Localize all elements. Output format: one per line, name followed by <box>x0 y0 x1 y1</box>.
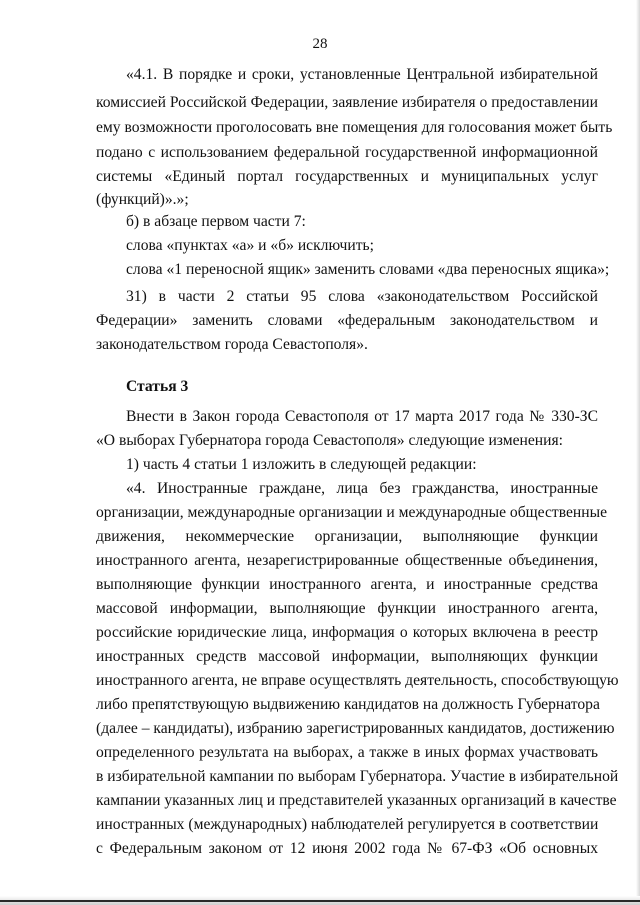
paragraph-line: ему возможности проголосовать вне помещения для голосования может быть <box>96 119 613 136</box>
scan-edge-bottom <box>0 896 640 905</box>
paragraph-line: системы «Единый портал государственных и муниципальных услуг <box>96 168 598 185</box>
paragraph-line: организации, международные организации и международные общественные <box>96 504 607 521</box>
article-heading: Статья 3 <box>126 378 189 395</box>
paragraph-line: комиссией Российской Федерации, заявление избирателя о предоставлении <box>96 94 598 111</box>
paragraph-line: движения, некоммерческие организации, выполняющие функции <box>96 528 598 545</box>
paragraph-line: в избирательной кампании по выборам Губернатора. Участие в избирательной <box>96 768 619 785</box>
paragraph-line: «4.1. В порядке и сроки, установленные Центральной избирательной <box>126 66 598 83</box>
paragraph-line: с Федеральным законом от 12 июня 2002 года № 67-ФЗ «Об основных <box>96 840 598 857</box>
paragraph-line: слова «пунктах «а» и «б» исключить; <box>126 237 374 254</box>
paragraph-line: массовой информации, выполняющие функции иностранного агента, <box>96 600 598 617</box>
paragraph-line: иностранного агента, не вправе осуществлять деятельность, способствующую <box>96 672 619 689</box>
paragraph-line: подано с использованием федеральной государственной информационной <box>96 144 598 161</box>
paragraph-line: 1) часть 4 статьи 1 изложить в следующей редакции: <box>126 456 477 473</box>
paragraph-line: законодательством города Севастополя». <box>96 336 368 353</box>
paragraph-line: Федерации» заменить словами «федеральным законодательством и <box>96 312 598 329</box>
paragraph-line: «О выборах Губернатора города Севастополя» следующие изменения: <box>96 432 563 449</box>
page-number: 28 <box>312 36 328 52</box>
paragraph-line: Внести в Закон города Севастополя от 17 марта 2017 года № 330-ЗС <box>126 408 598 425</box>
paragraph-line: определенного результата на выборах, а также в иных формах участвовать <box>96 744 598 761</box>
paragraph-line: кампании указанных лиц и представителей указанных организаций в качестве <box>96 792 617 809</box>
paragraph-line: иностранных (международных) наблюдателей регулируется в соответствии <box>96 816 599 833</box>
paragraph-line: «4. Иностранные граждане, лица без гражданства, иностранные <box>126 480 598 497</box>
paragraph-line: российские юридические лица, информация о которых включена в реестр <box>96 624 598 641</box>
paragraph-line: б) в абзаце первом части 7: <box>126 213 306 230</box>
paragraph-line: (функций)».»; <box>96 191 189 208</box>
paragraph-line: иностранного агента, незарегистрированные общественные объединения, <box>96 552 598 569</box>
paragraph-line: 31) в части 2 статьи 95 слова «законодательством Российской <box>126 288 598 305</box>
scan-edge-right <box>636 0 640 905</box>
paragraph-line: либо препятствующую выдвижению кандидатов на должность Губернатора <box>96 696 600 713</box>
paragraph-line: иностранных средств массовой информации, выполняющих функции <box>96 648 598 665</box>
paragraph-line: слова «1 переносной ящик» заменить словами «два переносных ящика»; <box>126 261 610 278</box>
paragraph-line: выполняющие функции иностранного агента, и иностранные средства <box>96 576 598 593</box>
paragraph-line: (далее – кандидаты), избранию зарегистрированных кандидатов, достижению <box>96 720 615 737</box>
